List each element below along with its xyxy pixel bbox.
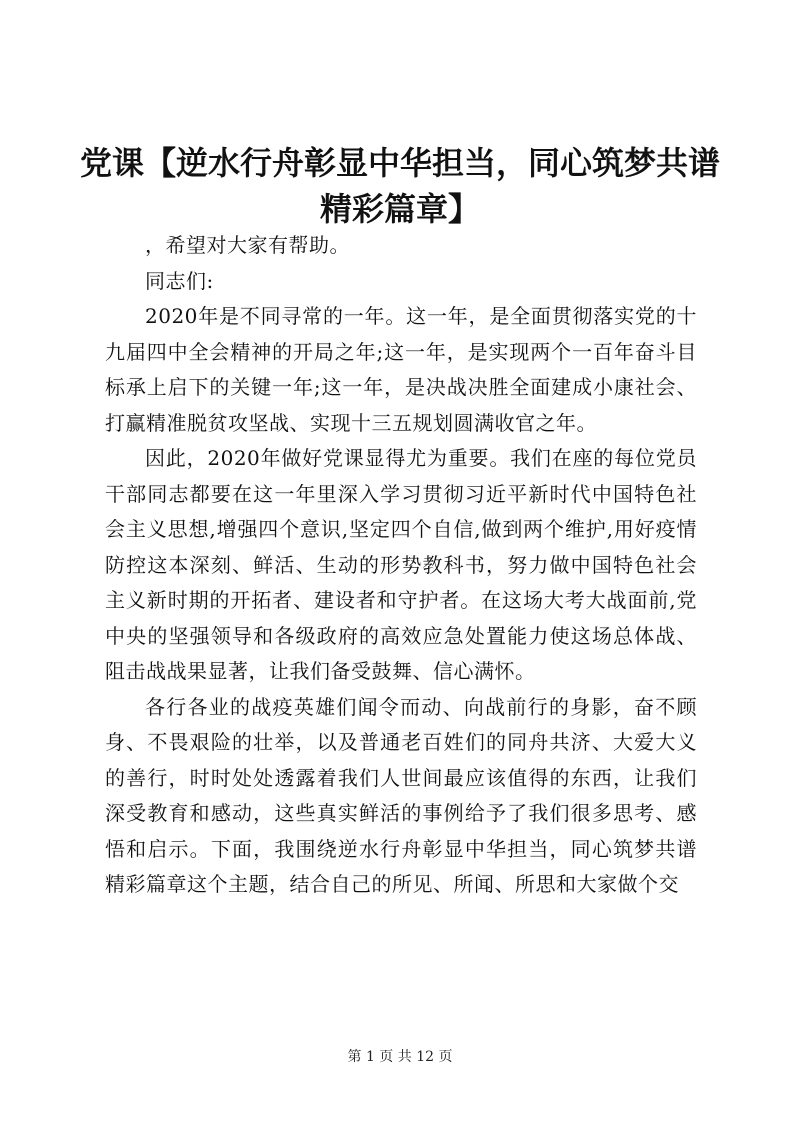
body-paragraph-3: 各行各业的战疫英雄们闻令而动、向战前行的身影，奋不顾身、不畏艰险的壮举，以及普通老百姓们的同舟共济、大爱大义的善行，时时处处透露着我们人世间最应该值得的东西，让我们深受教育和感动，这些真实鲜活的事例给予了我们很多思考、感悟和启示。下面，我围绕逆水行舟彰显中华担当，同心筑梦共谱精彩篇章这个主题，结合自己的所见、所闻、所思和大家做个交 bbox=[105, 694, 697, 896]
intro-paragraph: ，希望对大家有帮助。 bbox=[145, 233, 350, 257]
page-number-footer: 第 1 页 共 12 页 bbox=[347, 1049, 453, 1065]
salutation-paragraph: 同志们: bbox=[145, 268, 214, 293]
document-body bbox=[105, 228, 697, 903]
body-paragraph-1: 2020年是不同寻常的一年。这一年，是全面贯彻落实党的十九届四中全会精神的开局之年;这一年，是实现两个一百年奋斗目标承上启下的关键一年;这一年，是决战决胜全面建成小康社会、打赢精准脱贫攻坚战、实现十三五规划圆满收官之年。 bbox=[105, 304, 697, 435]
document-title: 党课【逆水行舟彰显中华担当，同心筑梦共谱精彩篇章】 bbox=[80, 144, 721, 228]
body-paragraph-2: 因此，2020年做好党课显得尤为重要。我们在座的每位党员干部同志都要在这一年里深入学习贯彻习近平新时代中国特色社会主义思想,增强四个意识,坚定四个自信,做到两个维护,用好疫情防控这本深刻、鲜活、生动的形势教科书，努力做中国特色社会主义新时期的开拓者、建设者和守护者。在这场大考大战面前,党中央的坚强领导和各级政府的高效应急处置能力使这场总体战、阻击战战果显著，让我们备受鼓舞、信心满怀。 bbox=[105, 446, 697, 683]
